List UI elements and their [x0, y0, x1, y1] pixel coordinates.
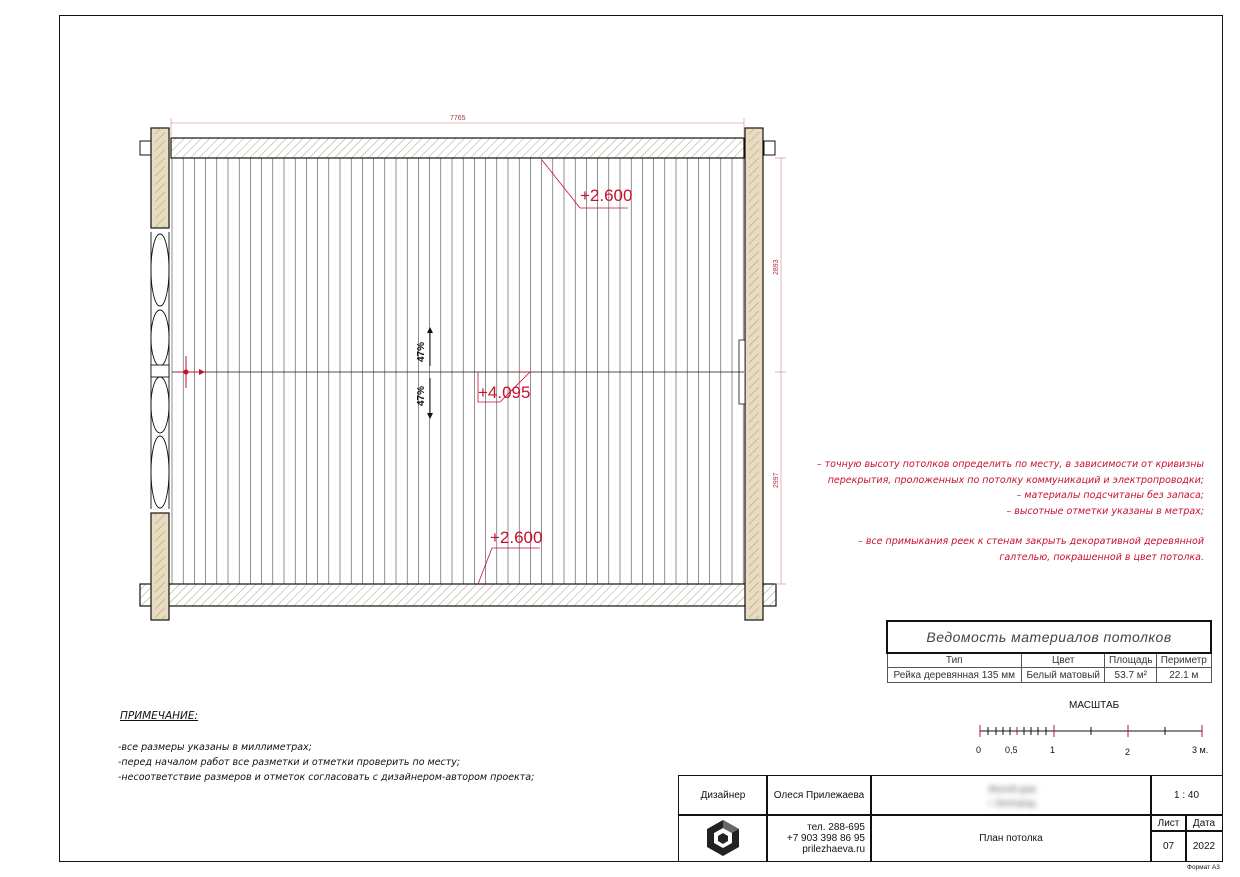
elevation-bottom: +2.600 — [490, 528, 543, 547]
dim-right-lower-label: 2997 — [773, 472, 780, 488]
slope-label-upper: 47% — [416, 341, 427, 362]
col-perimeter: Периметр — [1157, 653, 1211, 668]
elevation-ridge: +4.095 — [478, 383, 531, 402]
note-title: ПРИМЕЧАНИЕ: — [120, 710, 199, 722]
table-row: Рейка деревянная 135 мм Белый матовый 53.7 м² 22.1 м — [887, 668, 1211, 683]
scale-label-0: 0 — [976, 745, 982, 755]
stamp-sheet-title: План потолка — [870, 814, 1152, 862]
stamp-date-label: Дата — [1185, 814, 1223, 832]
slope-label-lower: 47% — [416, 385, 427, 406]
stamp-designer: Олеся Прилежаева — [766, 775, 872, 816]
window-left — [151, 232, 169, 509]
col-type: Тип — [887, 653, 1021, 668]
stamp-contacts — [766, 814, 872, 862]
col-area: Площадь — [1105, 653, 1157, 668]
light-fixture-symbol — [178, 356, 202, 388]
studio-logo-icon — [703, 818, 743, 858]
stamp-logo — [678, 814, 768, 862]
phone-2: +7 903 398 86 95 — [786, 832, 865, 844]
scale-label-2: 2 — [1125, 747, 1131, 757]
dim-top-label: 7765 — [450, 115, 466, 122]
stamp-sheet-label: Лист — [1150, 814, 1187, 832]
scale-label-05: 0,5 — [1005, 745, 1018, 755]
dim-right-upper-label: 2893 — [773, 259, 780, 275]
stamp-date: 2022 — [1185, 830, 1223, 862]
stamp-project-blurred: Жилой дом г. Белгород — [870, 775, 1152, 816]
stamp-sheet-no: 07 — [1150, 830, 1187, 862]
elevation-top: +2.600 — [580, 186, 633, 205]
scale-title: МАСШТАБ — [1069, 700, 1120, 711]
red-notes: – точную высоту потолков определить по месту, в зависимости от кривизны перекрытия, проложенных по потолку коммуникаций и электропроводки; – материалы подсчитаны без запаса; – высотные отметки указаны в метрах; – все примыкания реек к стенам закрыть декоративной деревянной галтелью, покрашенной в цвет потолка. — [816, 459, 1204, 563]
scale-label-1: 1 — [1050, 745, 1056, 755]
materials-title: Ведомость материалов потолков — [887, 621, 1211, 653]
title-block — [678, 775, 1223, 862]
stamp-scale: 1 : 40 — [1150, 775, 1223, 816]
ceiling-slats — [172, 158, 743, 584]
phone-1: тел. 288-695 — [807, 821, 865, 833]
beam-top — [171, 138, 744, 158]
col-color: Цвет — [1021, 653, 1104, 668]
scale-label-3: 3 м. — [1192, 745, 1209, 755]
general-notes: -все размеры указаны в миллиметрах; -перед началом работ все разметки и отметки проверить по месту; -несоответствие размеров и отметок согласовать с дизайнером-автором проекта; — [118, 742, 535, 783]
stamp-role: Дизайнер — [678, 775, 768, 816]
format-label: Формат А3 — [1187, 864, 1220, 871]
beam-bottom — [140, 584, 776, 606]
website: prilezhaeva.ru — [802, 843, 865, 855]
scale-bar — [980, 725, 1202, 737]
materials-table — [886, 620, 1212, 683]
